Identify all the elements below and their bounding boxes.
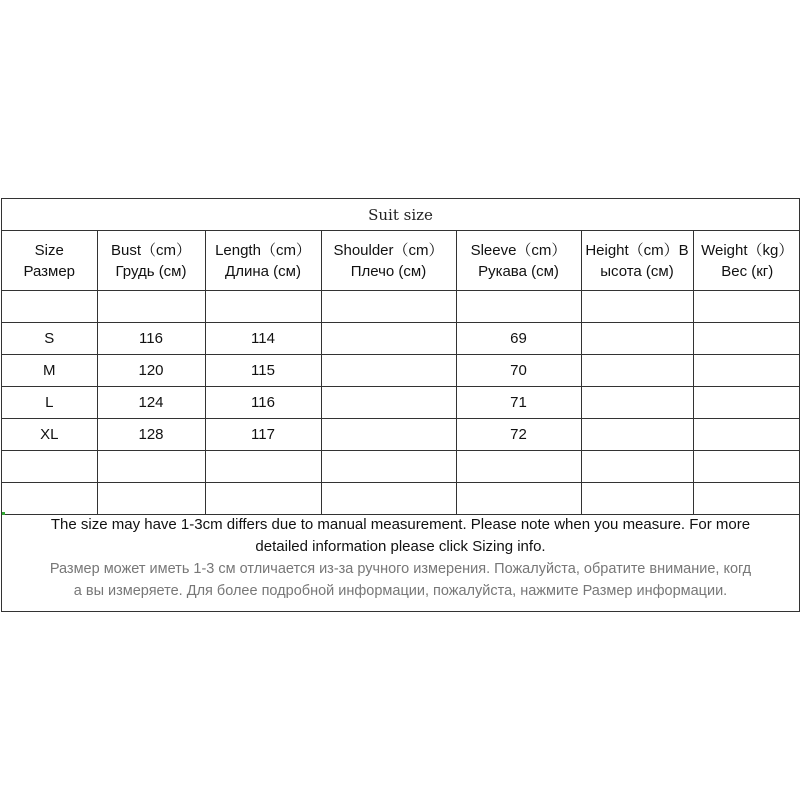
table-cell [2,451,97,483]
table-cell [581,451,693,483]
header-bust: Bust（cm） Грудь (см) [97,231,205,291]
table-cell [581,419,693,451]
table-cell [205,483,321,515]
table-cell: 120 [97,355,205,387]
table-cell [321,451,456,483]
table-cell [205,291,321,323]
header-row [2,231,800,291]
table-cell [456,291,581,323]
size-chart [1,198,800,612]
table-row [2,291,800,323]
table-cell [581,387,693,419]
table-cell: 124 [97,387,205,419]
table-cell [456,451,581,483]
table-cell: 70 [456,355,581,387]
table-title: Suit size [2,199,799,231]
table-cell [205,451,321,483]
table-cell: 69 [456,323,581,355]
table-cell [693,387,800,419]
table-cell [693,323,800,355]
table-cell [321,355,456,387]
note-ru-line-1: Размер может иметь 1-3 см отличается из-за ручного измерения. Пожалуйста, обратите внимание, когд [49,561,752,577]
table-cell [581,483,693,515]
table-cell: 115 [205,355,321,387]
header-length: Length（cm） Длина (см) [205,231,321,291]
table-cell [693,483,800,515]
table-cell: S [2,323,97,355]
header-height: Height（cm）В ысота (см) [581,231,693,291]
note-en-line-2: detailed information please click Sizing info. [255,538,546,555]
header-shoulder: Shoulder（cm） Плечо (см) [321,231,456,291]
table-cell: 128 [97,419,205,451]
table-cell [321,419,456,451]
note-ru-line-2: а вы измеряете. Для более подробной информации, пожалуйста, нажмите Размер информации. [73,583,728,599]
table-cell: 114 [205,323,321,355]
table-cell: L [2,387,97,419]
table-row [2,451,800,483]
header-size: Size Размер [2,231,97,291]
table-cell [693,355,800,387]
table-cell [321,323,456,355]
table-cell: M [2,355,97,387]
table-cell: 71 [456,387,581,419]
size-table [2,231,800,515]
table-row [2,355,800,387]
table-row [2,323,800,355]
table-cell [2,483,97,515]
table-cell [321,387,456,419]
header-weight: Weight（kg） Вес (кг) [693,231,800,291]
table-cell [97,483,205,515]
table-row [2,483,800,515]
table-cell: 72 [456,419,581,451]
table-cell [321,483,456,515]
note-en-line-1: The size may have 1-3cm differs due to manual measurement. Please note when you measure. For more [50,516,751,533]
table-cell [581,355,693,387]
table-cell [693,419,800,451]
table-cell [693,451,800,483]
table-cell [581,291,693,323]
measurement-note [2,514,799,602]
table-cell: 117 [205,419,321,451]
table-cell [97,451,205,483]
table-cell [321,291,456,323]
table-cell [97,291,205,323]
table-cell [581,323,693,355]
table-cell: XL [2,419,97,451]
table-cell: 116 [97,323,205,355]
table-cell [2,291,97,323]
table-cell [456,483,581,515]
table-row [2,419,800,451]
header-sleeve: Sleeve（cm） Рукава (см) [456,231,581,291]
table-cell [693,291,800,323]
table-row [2,387,800,419]
table-cell: 116 [205,387,321,419]
